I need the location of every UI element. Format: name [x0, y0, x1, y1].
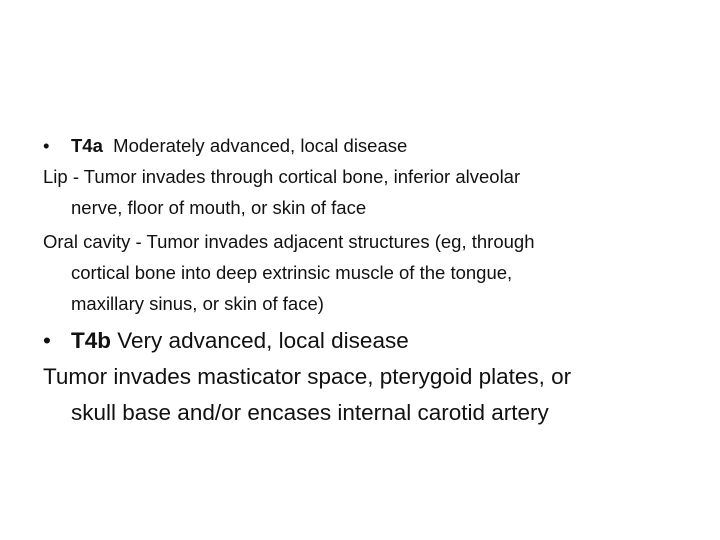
t4a-oral-paragraph: [43, 226, 693, 319]
bullet-icon: •: [43, 135, 50, 156]
t4a-oral-line-3: maxillary sinus, or skin of face): [71, 293, 324, 314]
t4a-description: Moderately advanced, local disease: [113, 135, 408, 156]
t4b-paragraph: [43, 359, 693, 431]
t4b-term: T4b: [71, 328, 112, 353]
t4a-oral-line-1: Oral cavity - Tumor invades adjacent structures (eg, through: [43, 231, 535, 252]
slide-body: [43, 130, 693, 431]
t4a-lip-line-2: nerve, floor of mouth, or skin of face: [71, 197, 367, 218]
t4a-heading: [43, 130, 693, 161]
t4b-description: Very advanced, local disease: [117, 328, 409, 353]
t4a-lip-line-1: Lip - Tumor invades through cortical bone, inferior alveolar: [43, 166, 521, 187]
t4b-line-1: Tumor invades masticator space, pterygoid plates, or: [43, 364, 572, 389]
t4b-line-2: skull base and/or encases internal carotid artery: [71, 400, 549, 425]
t4a-term: T4a: [71, 135, 103, 156]
t4a-oral-line-2: cortical bone into deep extrinsic muscle of the tongue,: [71, 262, 513, 283]
bullet-icon: •: [43, 328, 51, 353]
t4a-lip-paragraph: [43, 161, 693, 223]
t4b-heading: [43, 323, 693, 359]
